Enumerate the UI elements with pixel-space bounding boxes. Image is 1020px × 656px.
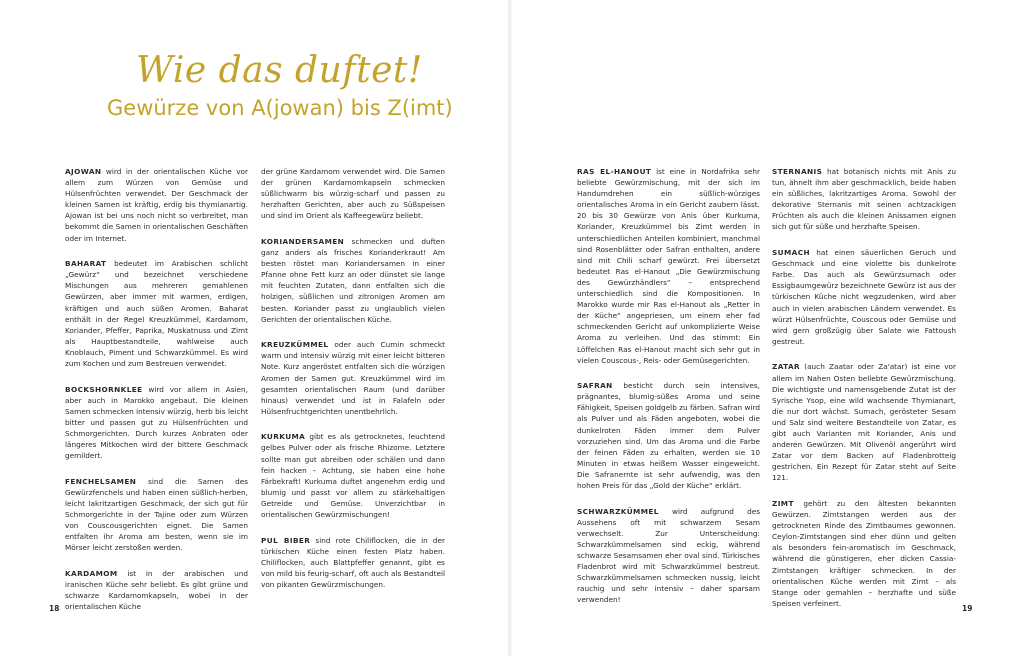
- entry-term: BAHARAT: [65, 259, 107, 269]
- entry-term: KURKUMA: [261, 432, 306, 442]
- entry-term: PUL BIBER: [261, 535, 311, 545]
- entry-koriandersamen: [261, 236, 445, 325]
- text-column-3: [577, 166, 760, 620]
- entry-ras-el-hanout: [577, 166, 760, 366]
- entry-term: ZATAR: [772, 362, 801, 372]
- text-column-4: [772, 166, 956, 623]
- text-column-1: [65, 166, 248, 627]
- entry-text: gehört zu den ältesten bekannten Gewürzen. Zimtstangen werden aus der getrockneten Rinde des Zimtbaumes gewonnen. Ceylon-Zimtstangen sind eher dünn und gelten als besonders fein-aromatisch im Geschmack, während die günstigeren, eher dicken Cassia-Zimtstangen kräftiger schmecken. In der orientalischen Küche werden mit Zimt – als Stange oder gemahlen – herzhafte und süße Speisen verfeinert.: [772, 498, 956, 608]
- entry-term: ZIMT: [772, 498, 794, 508]
- entry-text: hat botanisch nichts mit Anis zu tun, ähnelt ihm aber geschmacklich, beide haben ein süßliches, lakritzartiges Aroma. Sowohl der dekorative Sternanis mit seinen achtzackigen Früchten als auch die kleinen Anissamen eignen sich gut für süße und herzhafte Speisen.: [772, 167, 956, 232]
- entry-bockshornklee: [65, 384, 248, 462]
- entry-text: sind die Samen des Gewürzfenchels und haben einen süßlich-herben, leicht lakritzartigen Geschmack, der sich gut für Schmorgerichte in der Tajine oder zum Würzen von Couscousgerichten eignet. Die Samen entfalten ihr Aroma am besten, wenn sie im Mörser leicht zerstoßen werden.: [65, 476, 248, 553]
- entry-text: gibt es als getrocknetes, leuchtend gelbes Pulver oder als frische Rhizome. Letztere sollte man gut abreiben oder schälen und dann fein hacken – Achtung, sie haben eine hohe Färbekraft! Kurkuma duftet angenehm erdig und blumig und passt vor allem zu stärkehaltigen Getreide und Gemüse. Unverzichtbar in orientalischen Gewürzmischungen!: [261, 432, 445, 520]
- entry-kurkuma: [261, 431, 445, 520]
- entry-term: KREUZKÜMMEL: [261, 340, 329, 350]
- entry-pul-biber: [261, 535, 445, 590]
- entry-term: AJOWAN: [65, 167, 102, 176]
- entry-text: (auch Zaatar oder Za'atar) ist eine vor allem im Nahen Osten beliebte Gewürzmischung. Die wichtigste und namensgebende Zutat ist der Syrische Ysop, eine wild wachsende Thymianart, die nur dort wächst. Sumach, gerösteter Sesam und Salz sind weitere Bestandteile von Zatar, es gibt auch Varianten mit Koriander, Anis und anderen Gewürzen. Mit Olivenöl angerührt wird Zatar vor dem Backen auf Fladenbrotteig gestrichen. Ein Rezept für Zatar steht auf Seite 121.: [772, 362, 956, 483]
- entry-sternanis: [772, 166, 956, 233]
- entry-safran: [577, 380, 760, 491]
- entry-text: ist eine in Nordafrika sehr beliebte Gewürzmischung, mit der sich im Handumdrehen ein süßlich-würziges orientalisches Aroma in ein Gericht zaubern lässt. 20 bis 30 Gewürze von Anis über Kurkuma, Koriander, Kreuzkümmel bis Zimt werden in unterschiedlichen Anteilen kombiniert, manchmal sind Rosenblätter oder Safran enthalten, andere sind mit Chili scharf gewürzt. Frei übersetzt bedeutet Ras el-Hanout „Die Gewürzmischung des Gewürzhändlers“ – entsprechend unterschiedlich sind die Kompositionen. In Marokko wurde mir Ras el-Hanout als „Retter in der Küche“ angepriesen, um einem eher fad schmeckenden Gericht auf unkomplizierte Weise Aroma zu verleihen. Und das stimmt: Ein Löffelchen Ras el-Hanout macht sich sehr gut in vielen Couscous-, Reis- oder Gemüsegerichten.: [577, 167, 760, 365]
- entry-term: BOCKSHORNKLEE: [65, 384, 143, 394]
- entry-term: SCHWARZKÜMMEL: [577, 506, 659, 516]
- text-column-2: [261, 166, 445, 605]
- entry-term: KARDAMOM: [65, 568, 118, 578]
- entry-kardamom-cont: [261, 166, 445, 221]
- book-gutter: [508, 0, 512, 656]
- entry-zimt: [772, 498, 956, 609]
- entry-term: SAFRAN: [577, 381, 613, 391]
- entry-text: hat einen säuerlichen Geruch und Geschmack und eine violette bis dunkelrote Farbe. Das auch als Gewürzsumach oder Essigbaumgewürz bezeichnete Gewürz ist aus der türkischen Küche nicht wegzudenken, wird aber auch in vielen arabischen Ländern verwendet. Es würzt Hülsenfrüchte, Couscous oder Gemüse und wird gern großzügig über Salate wie Fattoush gestreut.: [772, 248, 956, 346]
- entry-text: besticht durch sein intensives, prägnantes, blumig-süßes Aroma und seine Fähigkeit, Speisen goldgelb zu färben. Safran wird als Pulver und als Fäden angeboten, wobei die dunkelroten Fäden immer dem Pulver vorzuziehen sind. Um das Aroma und die Farbe der feinen Fäden zu erhalten, werden sie 10 Minuten in etwas heißem Wasser eingeweicht. Die Safranernte ist sehr aufwendig, was den hohen Preis für das „Gold der Küche“ erklärt.: [577, 381, 760, 491]
- entry-text: wird aufgrund des Aussehens oft mit schwarzem Sesam verwechselt. Zur Unterscheidung: Schwarzkümmelsamen sind eckig, während schwarze Sesamsamen eher oval sind. Türkisches Fladenbrot wird mit Schwarzkümmel bestreut. Schwarzkümmelsamen schmecken nussig, leicht rauchig und sehr intensiv – daher sparsam verwenden!: [577, 506, 760, 605]
- entry-fenchelsamen: [65, 476, 248, 554]
- page-number-right: 19: [962, 604, 973, 613]
- entry-term: STERNANIS: [772, 167, 823, 176]
- page-subtitle: Gewürze von A(jowan) bis Z(imt): [107, 96, 453, 120]
- entry-term: SUMACH: [772, 248, 810, 258]
- page-title: Wie das duftet!: [136, 50, 423, 91]
- entry-term: KORIANDERSAMEN: [261, 236, 345, 246]
- entry-ajowan: [65, 166, 248, 244]
- entry-kardamom: [65, 568, 248, 612]
- entry-text: der grüne Kardamom verwendet wird. Die Samen der grünen Kardamomkapseln schmecken süßlichwarm bis würzig-scharf und passen zu herzhaften Gerichten, aber auch zu Süßspeisen und sind im Orient als Kaffeegewürz beliebt.: [261, 167, 445, 221]
- entry-text: schmecken und duften ganz anders als frisches Korianderkraut! Am besten röstet man Koriandersamen in einer Pfanne ohne Fett kurz an oder dünstet sie lange mit feuchten Zutaten, dann entfalten sich die holzigen, süßlichen und zitronigen Aromen am besten. Koriander passt zu unglaublich vielen Gerichten der orientalischen Küche.: [261, 236, 445, 324]
- entry-text: sind rote Chiliflocken, die in der türkischen Küche einen festen Platz haben. Chiliflocken, auch Blattpfeffer genannt, gibt es von mild bis feurig-scharf, oft auch als Bestandteil von pikanten Gewürzmischungen.: [261, 535, 445, 589]
- entry-term: RAS EL-HANOUT: [577, 167, 652, 176]
- entry-kreuzkuemmel: [261, 339, 445, 417]
- entry-schwarzkuemmel: [577, 506, 760, 606]
- entry-zatar: [772, 361, 956, 483]
- entry-text: ist in der arabischen und iranischen Küche sehr beliebt. Es gibt grüne und schwarze Kardamomkapseln, wobei in der orientalischen Küche: [65, 568, 248, 612]
- entry-text: oder auch Cumin schmeckt warm und intensiv würzig mit einer leicht bitteren Note. Kurz angeröstet entfalten sich die würzigen Aromen der Samen gut. Kreuzkümmel wird im gesamten orientalischen Raum (und darüber hinaus) verwendet und ist in Falafeln oder Hülsenfruchtgerichten unentbehrlich.: [261, 340, 445, 416]
- entry-baharat: [65, 258, 248, 369]
- entry-term: FENCHELSAMEN: [65, 476, 137, 486]
- entry-text: wird vor allem in Asien, aber auch in Marokko angebaut. Die kleinen Samen schmecken intensiv würzig, herb bis leicht bitter und passen gut zu Hülsenfrüchten und Schmorgerichten. Durch kurzes Anbraten oder längeres Mitkochen wird der bittere Geschmack gemildert.: [65, 384, 248, 461]
- entry-text: wird in der orientalischen Küche vor allem zum Würzen von Gemüse und Hülsenfrüchten verwendet. Der Geschmack der kleinen Samen ist kräftig, erdig bis thymianartig. Ajowan ist bei uns noch nicht so verbreitet, man bekommt die Samen in orientalischen Geschäften oder im Internet.: [65, 167, 248, 243]
- entry-text: bedeutet im Arabischen schlicht „Gewürz“ und bezeichnet verschiedene Mischungen aus mehreren gemahlenen Gewürzen, aber immer mit warmen, erdigen, kräftigen und auch süßen Aromen. Baharat enthält in der Regel Kreuzkümmel, Kardamom, Koriander, Pfeffer, Paprika, Muskatnuss und Zimt als Hauptbestandteile, wahlweise auch Knoblauch, Piment und Schwarzkümmel. Es wird zum Kochen und zum Bestreuen verwendet.: [65, 259, 248, 368]
- page-number-left: 18: [49, 604, 60, 613]
- entry-sumach: [772, 247, 956, 347]
